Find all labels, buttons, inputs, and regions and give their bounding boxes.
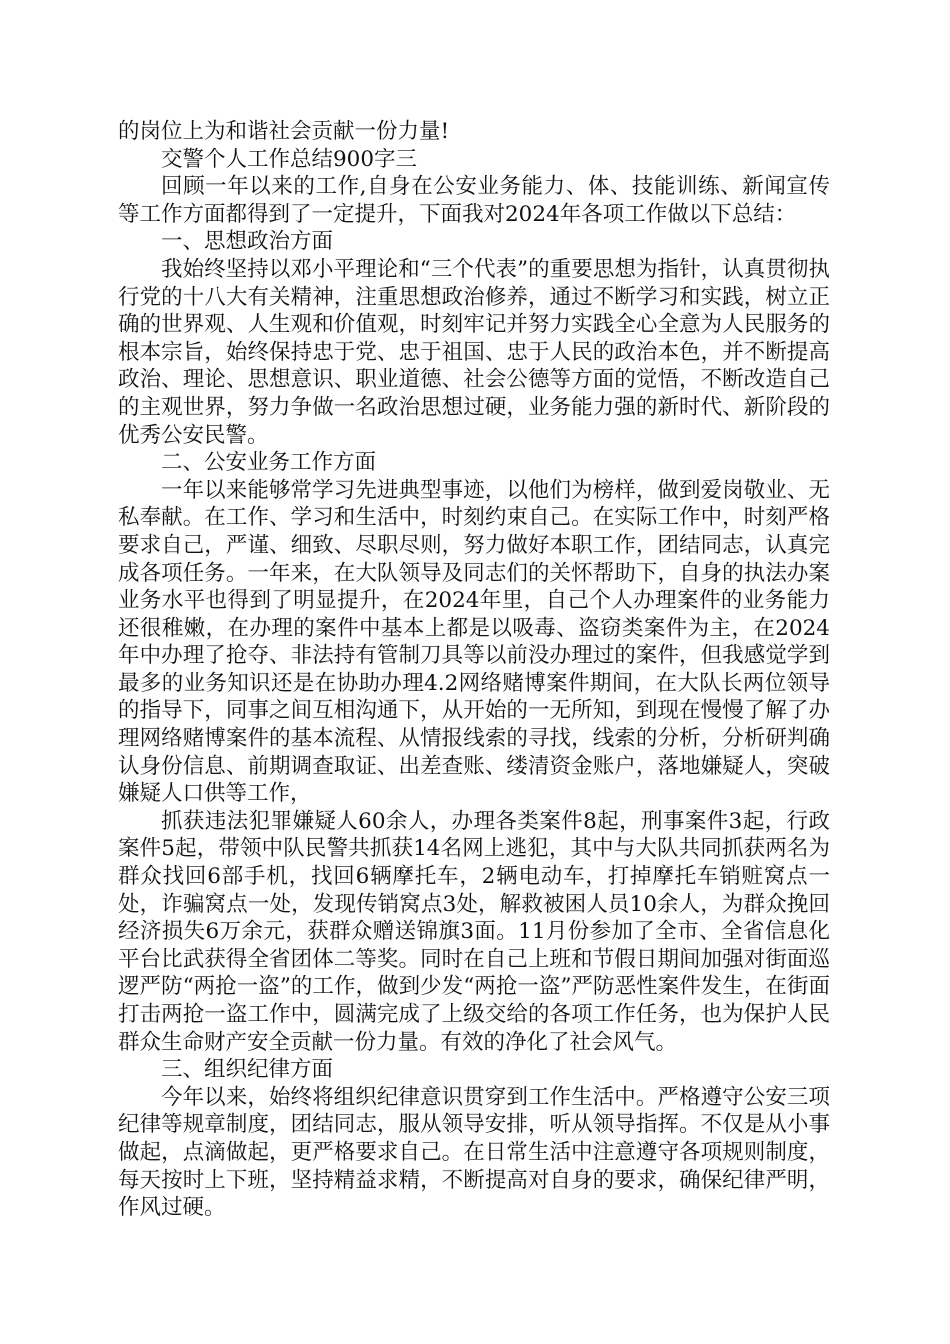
paragraph-continuation: 的岗位上为和谐社会贡献一份力量!	[118, 119, 450, 144]
heading-political: 一、思想政治方面	[161, 229, 334, 255]
document-body	[118, 118, 830, 1222]
paragraph-political: 我始终坚持以邓小平理论和“三个代表”的重要思想为指针，认真贯彻执行党的十八大有关精神，注重思想政治修养，通过不断学习和实践，树立正确的世界观、人生观和价值观，时刻牢记并努力实践全心全意为人民服务的根本宗旨，始终保持忠于党、忠于祖国、忠于人民的政治本色，并不断提高政治、理论、思想意识、职业道德、社会公德等方面的觉悟，不断改造自己的主观世界，努力争做一名政治思想过硬，业务能力强的新时代、新阶段的优秀公安民警。	[118, 256, 830, 448]
heading-police-work: 二、公安业务工作方面	[161, 450, 377, 476]
paragraph-intro: 回顾一年以来的工作,自身在公安业务能力、体、技能训练、新闻宣传等工作方面都得到了一定提升，下面我对2024年各项工作做以下总结：	[118, 174, 830, 227]
paragraph-discipline: 今年以来，始终将组织纪律意识贯穿到工作生活中。严格遵守公安三项纪律等规章制度，团结同志，服从领导安排，听从领导指挥。不仅是从小事做起，点滴做起，更严格要求自己。在日常生活中注意遵守各项规则制度，每天按时上下班，坚持精益求精，不断提高对自身的要求，确保纪律严明，作风过硬。	[118, 1084, 830, 1221]
paragraph-achievements: 抓获违法犯罪嫌疑人60余人，办理各类案件8起，刑事案件3起，行政案件5起，带领中队民警共抓获14名网上逃犯，其中与大队共同抓获两名为群众找回6部手机，找回6辆摩托车，2辆电动车，打掉摩托车销赃窝点一处，诈骗窝点一处，发现传销窝点3处，解救被困人员10余人，为群众挽回经济损失6万余元，获群众赠送锦旗3面。11月份参加了全市、全省信息化平台比武获得全省团体二等奖。同时在自己上班和节假日期间加强对街面巡逻严防“两抢一盗”的工作，做到少发“两抢一盗”严防恶性案件发生，在街面打击两抢一盗工作中，圆满完成了上级交给的各项工作任务，也为保护人民群众生命财产安全贡献一份力量。有效的净化了社会风气。	[118, 808, 830, 1055]
heading-discipline: 三、组织纪律方面	[161, 1057, 334, 1083]
paragraph-police-work: 一年以来能够常学习先进典型事迹，以他们为榜样，做到爱岗敬业、无私奉献。在工作、学习和生活中，时刻约束自己。在实际工作中，时刻严格要求自己，严谨、细致、尽职尽则，努力做好本职工作，团结同志，认真完成各项任务。一年来，在大队领导及同志们的关怀帮助下，自身的执法办案业务水平也得到了明显提升，在2024年里，自己个人办理案件的业务能力还很稚嫩，在办理的案件中基本上都是以吸毒、盗窃类案件为主，在2024年中办理了抢夺、非法持有管制刀具等以前没办理过的案件，但我感觉学到最多的业务知识还是在协助办理4.2网络赌博案件期间，在大队长两位领导的指导下，同事之间互相沟通下，从开始的一无所知，到现在慢慢了解了办理网络赌博案件的基本流程、从情报线索的寻找，线索的分析，分析研判确认身份信息、前期调查取证、出差查账、缕清资金账户，落地嫌疑人，突破嫌疑人口供等工作，	[118, 477, 830, 807]
section-title: 交警个人工作总结900字三	[161, 146, 418, 172]
